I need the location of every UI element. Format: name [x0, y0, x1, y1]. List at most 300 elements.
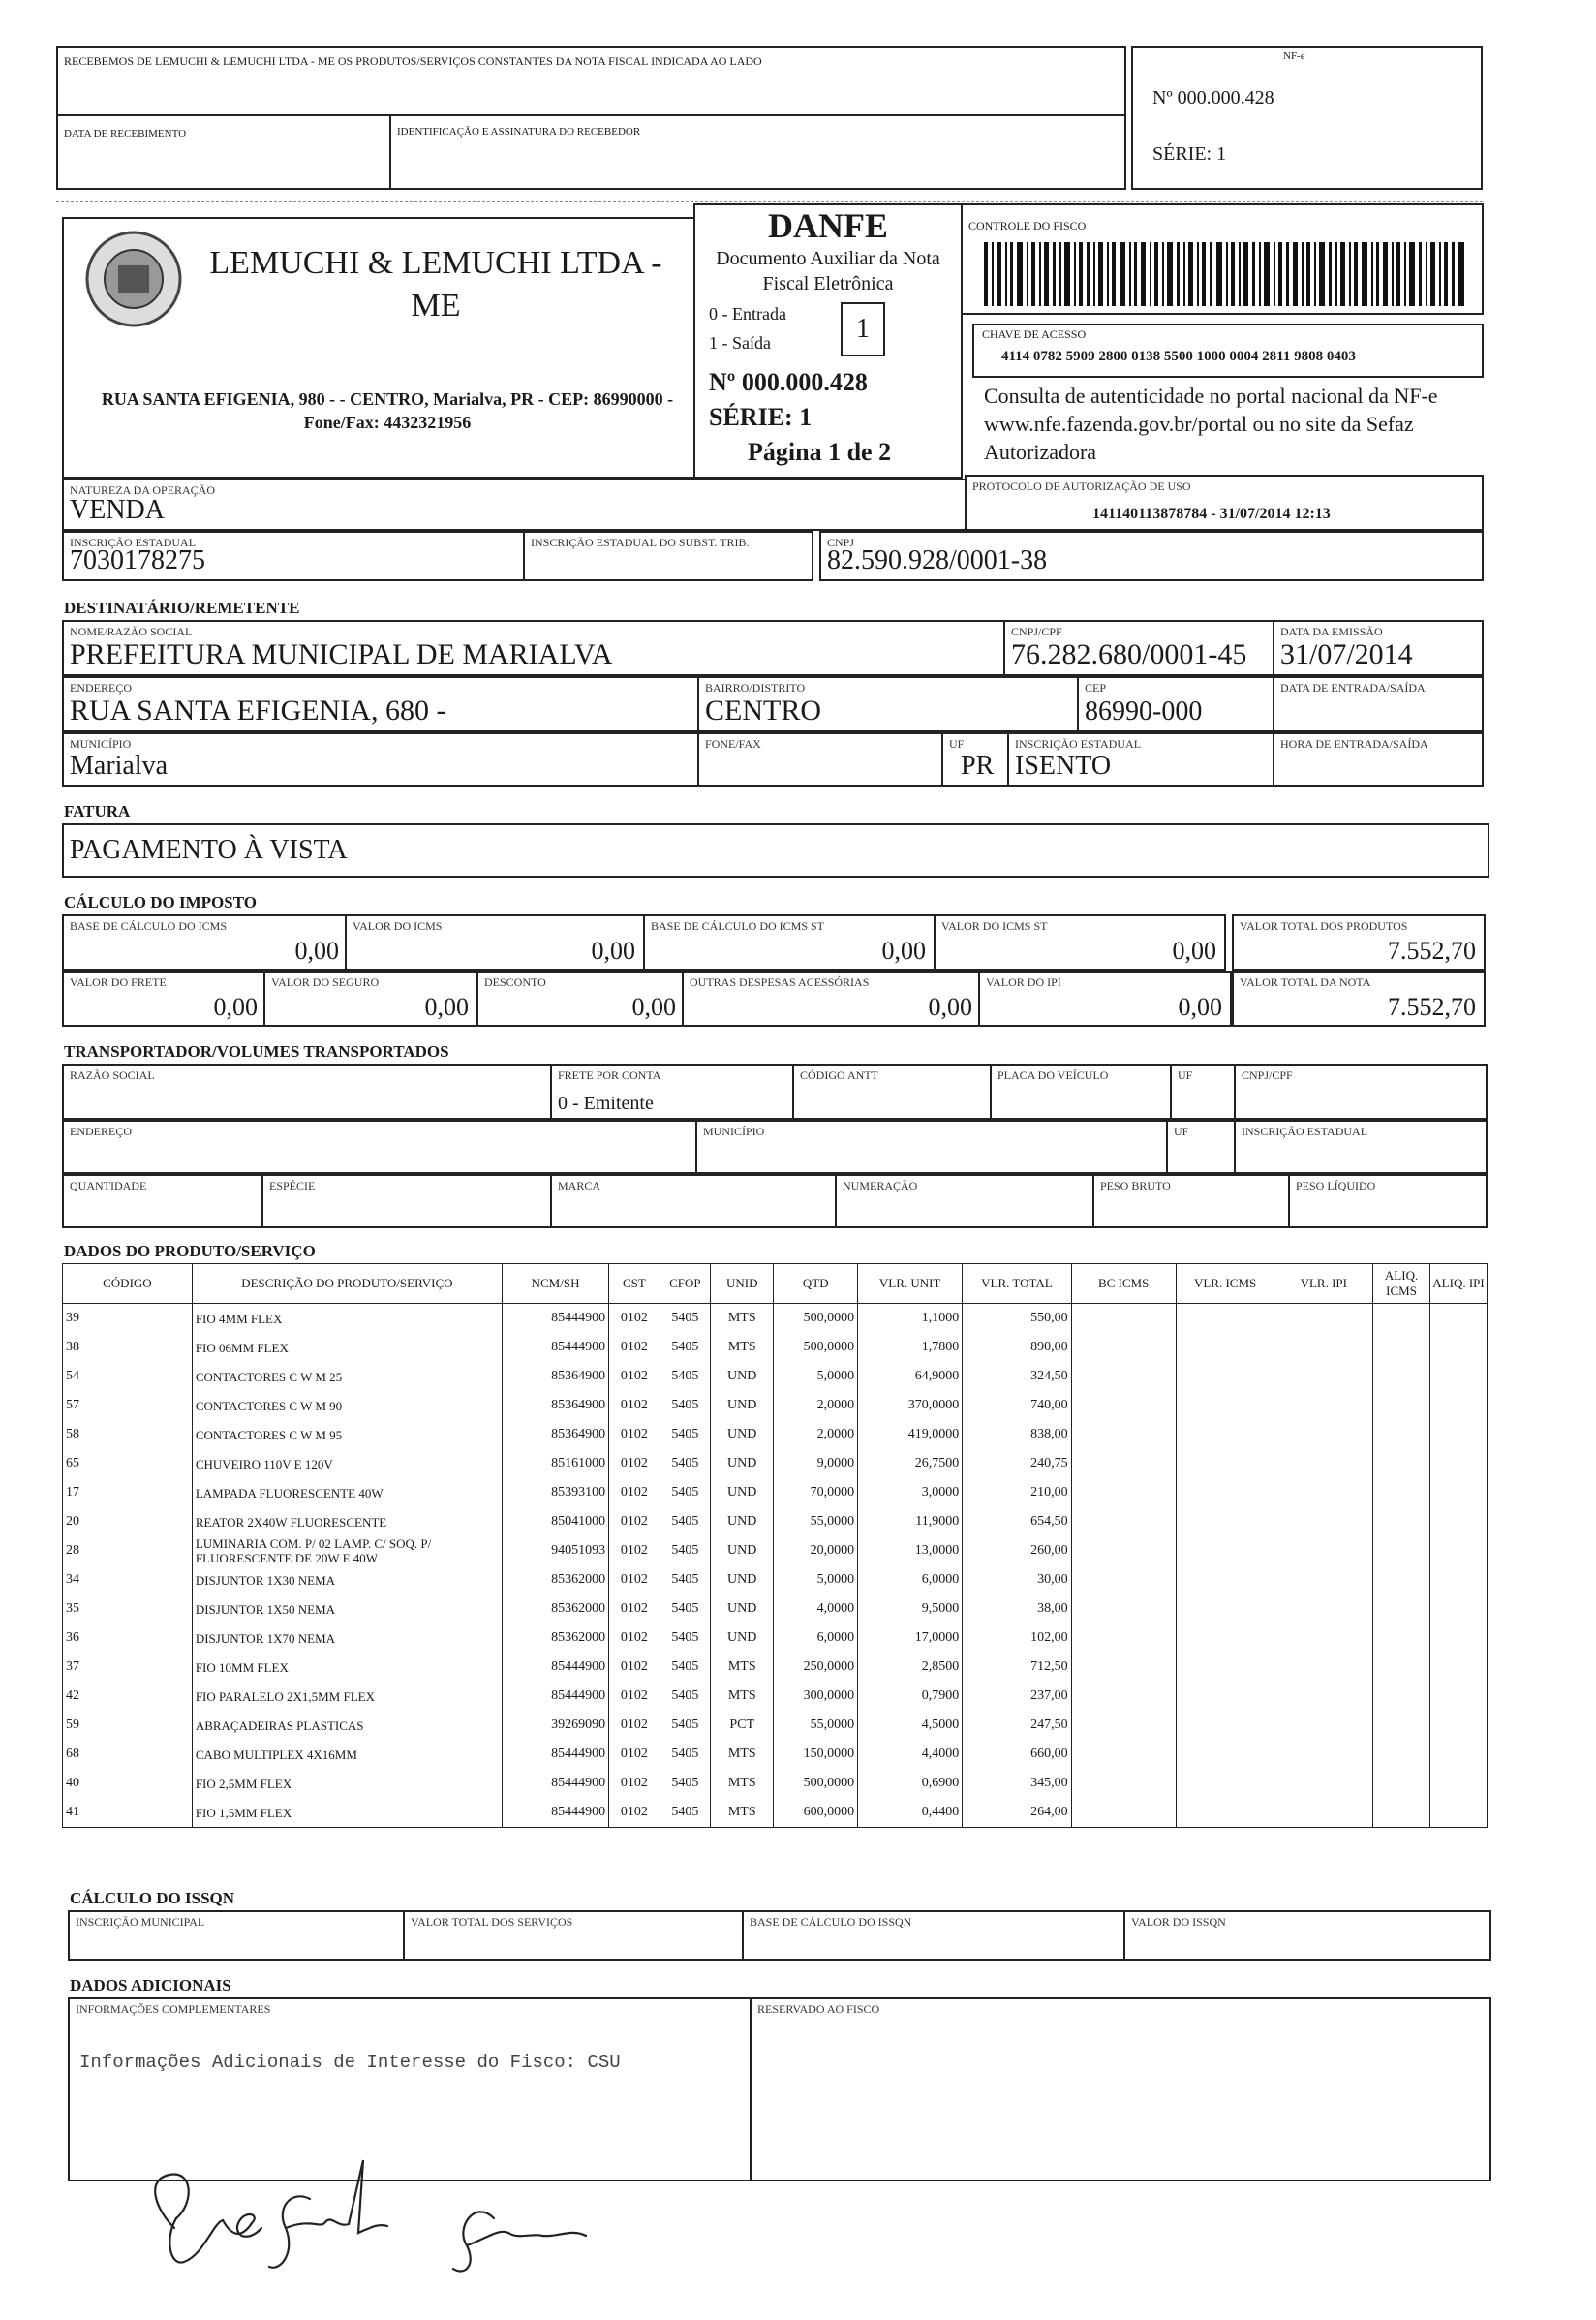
receipt-series: SÉRIE: 1 — [1152, 143, 1227, 165]
table-cell: 13,0000 — [858, 1536, 963, 1565]
table-cell: 5405 — [660, 1653, 710, 1682]
table-cell: 9,0000 — [774, 1449, 858, 1478]
danfe-series: SÉRIE: 1 — [709, 403, 813, 431]
protocol-value: 141140113878784 - 31/07/2014 12:13 — [1092, 506, 1331, 522]
table-cell: UND — [711, 1594, 774, 1624]
table-cell: 250,0000 — [774, 1653, 858, 1682]
table-cell: 890,00 — [963, 1333, 1071, 1362]
recipient-ie: ISENTO — [1015, 751, 1112, 781]
carrier-ie-label: INSCRIÇÃO ESTADUAL — [1242, 1125, 1368, 1138]
issuer-address: RUA SANTA EFIGENIA, 980 - - CENTRO, Marialva, PR - CEP: 86990000 - Fone/Fax: 4432321956 — [101, 389, 674, 432]
invoice-section-title: FATURA — [64, 802, 131, 820]
table-cell — [1176, 1420, 1274, 1449]
table-cell — [1176, 1769, 1274, 1798]
access-key-label: CHAVE DE ACESSO — [982, 327, 1087, 341]
phone-label: FONE/FAX — [705, 737, 761, 751]
table-row — [63, 1449, 1488, 1478]
table-cell: MTS — [711, 1333, 774, 1362]
table-cell — [1176, 1653, 1274, 1682]
products-header-cell: VLR. UNIT — [858, 1264, 963, 1304]
table-cell: 5405 — [660, 1420, 710, 1449]
table-cell — [1373, 1420, 1430, 1449]
table-cell: 85364900 — [502, 1362, 608, 1391]
table-cell — [1430, 1624, 1488, 1653]
carrier-uf-label: UF — [1178, 1068, 1193, 1082]
protocol-label: PROTOCOLO DE AUTORIZAÇÃO DE USO — [972, 479, 1191, 493]
products-header-cell: VLR. ICMS — [1176, 1264, 1274, 1304]
issqn-base-label: BASE DE CÁLCULO DO ISSQN — [750, 1915, 912, 1929]
antt-box — [792, 1064, 992, 1120]
freight-label: VALOR DO FRETE — [70, 975, 167, 989]
table-cell: MTS — [711, 1682, 774, 1711]
table-cell: 5405 — [660, 1536, 710, 1565]
ipi-label: VALOR DO IPI — [986, 975, 1061, 989]
recipient-name-box — [62, 620, 1005, 676]
table-cell: 0102 — [609, 1333, 660, 1362]
base-icms: 0,00 — [294, 937, 339, 965]
table-cell — [1373, 1304, 1430, 1334]
table-cell: DISJUNTOR 1X30 NEMA — [192, 1565, 502, 1594]
table-cell: 5405 — [660, 1362, 710, 1391]
table-cell: 38,00 — [963, 1594, 1071, 1624]
recipient-address-box — [62, 676, 701, 732]
total-products: 7.552,70 — [1388, 937, 1476, 965]
table-cell: 85444900 — [502, 1798, 608, 1828]
table-cell: 85444900 — [502, 1653, 608, 1682]
table-cell: 240,75 — [963, 1449, 1071, 1478]
table-cell: MTS — [711, 1769, 774, 1798]
emission-box — [1273, 620, 1484, 676]
other-box — [682, 971, 982, 1027]
cep-label: CEP — [1085, 681, 1107, 695]
cnpj-label: CNPJ — [827, 536, 855, 549]
table-cell: 11,9000 — [858, 1507, 963, 1536]
table-cell: DISJUNTOR 1X70 NEMA — [192, 1624, 502, 1653]
table-cell: 5405 — [660, 1624, 710, 1653]
table-cell: 0102 — [609, 1565, 660, 1594]
table-cell — [1373, 1565, 1430, 1594]
additional-info: Informações Adicionais de Interesse do Fisco: CSU — [79, 2052, 621, 2073]
table-cell: 0102 — [609, 1362, 660, 1391]
table-cell: 712,50 — [963, 1653, 1071, 1682]
table-cell: CABO MULTIPLEX 4X16MM — [192, 1740, 502, 1769]
table-cell — [1176, 1333, 1274, 1362]
table-cell: 0102 — [609, 1536, 660, 1565]
cnpj-box — [819, 531, 1484, 581]
table-cell — [1373, 1536, 1430, 1565]
table-cell: 0102 — [609, 1653, 660, 1682]
table-cell: 85444900 — [502, 1304, 608, 1334]
table-cell — [1274, 1507, 1373, 1536]
gross-weight-box — [1092, 1174, 1292, 1228]
carrier-uf-box — [1170, 1064, 1238, 1120]
table-cell: 5405 — [660, 1449, 710, 1478]
table-cell: 85444900 — [502, 1740, 608, 1769]
table-cell: 85364900 — [502, 1391, 608, 1420]
issqn-section-title: CÁLCULO DO ISSQN — [70, 1889, 235, 1907]
table-cell: 1,1000 — [858, 1304, 963, 1334]
table-cell — [1071, 1478, 1176, 1507]
base-st: 0,00 — [881, 937, 926, 965]
table-cell — [1430, 1594, 1488, 1624]
table-cell: 102,00 — [963, 1624, 1071, 1653]
table-cell: 85362000 — [502, 1565, 608, 1594]
table-cell — [1430, 1420, 1488, 1449]
table-cell: 0102 — [609, 1711, 660, 1740]
table-cell: 260,00 — [963, 1536, 1071, 1565]
table-cell: 0102 — [609, 1304, 660, 1334]
table-cell: 85444900 — [502, 1333, 608, 1362]
recipient-ie-box — [1007, 732, 1274, 787]
table-cell: MTS — [711, 1653, 774, 1682]
table-cell: 150,0000 — [774, 1740, 858, 1769]
table-cell — [1274, 1536, 1373, 1565]
table-cell: 26,7500 — [858, 1449, 963, 1478]
access-key-value: 4114 0782 5909 2800 0138 5500 1000 0004 2811 9808 0403 — [1001, 349, 1356, 364]
table-cell: 57 — [63, 1391, 193, 1420]
table-row — [63, 1420, 1488, 1449]
table-cell — [1373, 1682, 1430, 1711]
table-cell — [1373, 1391, 1430, 1420]
table-cell: 1,7800 — [858, 1333, 963, 1362]
qty-box — [62, 1174, 265, 1228]
table-cell: 740,00 — [963, 1391, 1071, 1420]
table-cell — [1274, 1624, 1373, 1653]
table-cell — [1373, 1711, 1430, 1740]
carrier-ie-box — [1234, 1120, 1488, 1174]
entry-date-box — [1273, 676, 1484, 732]
table-cell: 324,50 — [963, 1362, 1071, 1391]
table-cell: 17 — [63, 1478, 193, 1507]
table-cell: 5405 — [660, 1478, 710, 1507]
table-cell: 6,0000 — [858, 1565, 963, 1594]
table-cell: 37 — [63, 1653, 193, 1682]
receipt-text: RECEBEMOS DE LEMUCHI & LEMUCHI LTDA - ME OS PRODUTOS/SERVIÇOS CONSTANTES DA NOTA FISCAL INDICADA AO LADO — [64, 54, 762, 68]
table-cell: 210,00 — [963, 1478, 1071, 1507]
table-cell: 247,50 — [963, 1711, 1071, 1740]
issqn-value-box — [1123, 1910, 1491, 1961]
table-cell: 0102 — [609, 1478, 660, 1507]
discount-box — [476, 971, 686, 1027]
table-cell — [1176, 1449, 1274, 1478]
table-cell — [1176, 1478, 1274, 1507]
base-icms-box — [62, 914, 349, 971]
table-cell: 4,0000 — [774, 1594, 858, 1624]
state-reg-subst-label: INSCRIÇÃO ESTADUAL DO SUBST. TRIB. — [531, 536, 750, 549]
products-header-cell: VLR. IPI — [1274, 1264, 1373, 1304]
table-cell: LAMPADA FLUORESCENTE 40W — [192, 1478, 502, 1507]
city-label: MUNICÍPIO — [70, 737, 132, 751]
table-cell: 500,0000 — [774, 1304, 858, 1334]
danfe-number: Nº 000.000.428 — [709, 368, 868, 396]
receipt-nfe-label: NF-e — [1283, 50, 1305, 62]
table-cell: UND — [711, 1391, 774, 1420]
table-cell — [1071, 1333, 1176, 1362]
table-cell — [1274, 1362, 1373, 1391]
additional-info-label: INFORMAÇÕES COMPLEMENTARES — [76, 2002, 271, 2016]
total-products-box — [1232, 914, 1486, 971]
table-cell — [1176, 1391, 1274, 1420]
danfe-entry: 0 - Entrada — [709, 304, 786, 324]
issuer-name: LEMUCHI & LEMUCHI LTDA - ME — [209, 245, 662, 324]
nature-value: VENDA — [70, 495, 165, 525]
products-header-cell: UNID — [711, 1264, 774, 1304]
time-label: HORA DE ENTRADA/SAÍDA — [1280, 737, 1428, 751]
receipt-nfe-box — [1131, 46, 1483, 190]
table-cell — [1274, 1333, 1373, 1362]
table-cell: 370,0000 — [858, 1391, 963, 1420]
receipt-id-label: IDENTIFICAÇÃO E ASSINATURA DO RECEBEDOR — [397, 126, 641, 138]
state-reg-label: INSCRIÇÃO ESTADUAL — [70, 536, 197, 549]
insurance-box — [263, 971, 478, 1027]
table-cell: 85362000 — [502, 1624, 608, 1653]
table-cell: 41 — [63, 1798, 193, 1828]
additional-section-title: DADOS ADICIONAIS — [70, 1976, 231, 1995]
table-cell — [1373, 1624, 1430, 1653]
table-cell — [1176, 1798, 1274, 1828]
table-cell: 5405 — [660, 1333, 710, 1362]
table-cell: 5405 — [660, 1769, 710, 1798]
icms-st-box — [934, 914, 1226, 971]
gross-weight-label: PESO BRUTO — [1100, 1179, 1171, 1192]
city-box — [62, 732, 701, 787]
icms-st: 0,00 — [1172, 937, 1216, 965]
receipt-number: Nº 000.000.428 — [1152, 87, 1274, 108]
table-cell: 94051093 — [502, 1536, 608, 1565]
table-cell — [1071, 1420, 1176, 1449]
table-cell: 5405 — [660, 1594, 710, 1624]
ipi-box — [978, 971, 1232, 1027]
table-cell: 85393100 — [502, 1478, 608, 1507]
table-cell — [1071, 1798, 1176, 1828]
table-cell: 4,5000 — [858, 1711, 963, 1740]
table-cell: 5405 — [660, 1682, 710, 1711]
issqn-value-label: VALOR DO ISSQN — [1131, 1915, 1226, 1929]
table-cell: 64,9000 — [858, 1362, 963, 1391]
table-cell: 419,0000 — [858, 1420, 963, 1449]
table-row — [63, 1391, 1488, 1420]
handwritten-signature — [116, 2131, 659, 2276]
table-row — [63, 1594, 1488, 1624]
table-cell: FIO PARALELO 2X1,5MM FLEX — [192, 1682, 502, 1711]
icms-label: VALOR DO ICMS — [353, 919, 443, 933]
table-cell — [1430, 1536, 1488, 1565]
carrier-city-box — [695, 1120, 1170, 1174]
table-cell: 85362000 — [502, 1594, 608, 1624]
table-cell: 68 — [63, 1740, 193, 1769]
table-cell: 5405 — [660, 1798, 710, 1828]
table-cell — [1176, 1711, 1274, 1740]
freight-by-label: FRETE POR CONTA — [558, 1068, 661, 1082]
icms: 0,00 — [591, 937, 635, 965]
danfe-subtitle: Documento Auxiliar da Nota Fiscal Eletrônica — [716, 248, 940, 294]
table-cell: 0,6900 — [858, 1769, 963, 1798]
protocol-box — [965, 475, 1484, 531]
issqn-ie-box — [68, 1910, 407, 1961]
table-cell: 500,0000 — [774, 1769, 858, 1798]
issqn-total-label: VALOR TOTAL DOS SERVIÇOS — [411, 1915, 573, 1929]
carrier-uf2-box — [1166, 1120, 1238, 1174]
table-cell — [1274, 1740, 1373, 1769]
table-cell: 0102 — [609, 1449, 660, 1478]
table-cell — [1430, 1478, 1488, 1507]
table-cell — [1071, 1449, 1176, 1478]
table-cell: 39269090 — [502, 1711, 608, 1740]
table-cell — [1430, 1304, 1488, 1334]
table-cell: 42 — [63, 1682, 193, 1711]
table-cell: 55,0000 — [774, 1507, 858, 1536]
time-box — [1273, 732, 1484, 787]
table-cell: CHUVEIRO 110V E 120V — [192, 1449, 502, 1478]
table-cell: 0102 — [609, 1594, 660, 1624]
table-cell: MTS — [711, 1304, 774, 1334]
table-cell: 85444900 — [502, 1769, 608, 1798]
table-cell: 0102 — [609, 1798, 660, 1828]
table-cell: 0102 — [609, 1624, 660, 1653]
fisco-control-label: CONTROLE DO FISCO — [968, 219, 1087, 232]
table-cell: FIO 10MM FLEX — [192, 1653, 502, 1682]
entry-date-label: DATA DE ENTRADA/SAÍDA — [1280, 681, 1426, 695]
table-cell: 0102 — [609, 1769, 660, 1798]
table-cell: 85041000 — [502, 1507, 608, 1536]
base-icms-label: BASE DE CÁLCULO DO ICMS — [70, 919, 228, 933]
table-cell: UND — [711, 1362, 774, 1391]
district-label: BAIRRO/DISTRITO — [705, 681, 806, 695]
consult-text: Consulta de autenticidade no portal nacional da NF-e www.nfe.fazenda.gov.br/portal ou no site da Sefaz Autorizadora — [984, 384, 1438, 464]
issuer-logo — [83, 229, 184, 329]
table-cell: 0,7900 — [858, 1682, 963, 1711]
base-st-label: BASE DE CÁLCULO DO ICMS ST — [651, 919, 825, 933]
table-cell: 58 — [63, 1420, 193, 1449]
table-cell: FIO 4MM FLEX — [192, 1304, 502, 1334]
table-cell: 28 — [63, 1536, 193, 1565]
table-cell — [1430, 1682, 1488, 1711]
recipient-name-label: NOME/RAZÃO SOCIAL — [70, 625, 193, 638]
table-cell: 54 — [63, 1362, 193, 1391]
table-cell — [1274, 1304, 1373, 1334]
table-row — [63, 1333, 1488, 1362]
table-row — [63, 1304, 1488, 1334]
table-cell: UND — [711, 1536, 774, 1565]
products-header-cell: NCM/SH — [502, 1264, 608, 1304]
table-cell: 654,50 — [963, 1507, 1071, 1536]
carrier-uf2-label: UF — [1174, 1125, 1189, 1138]
table-cell — [1373, 1740, 1430, 1769]
table-cell — [1274, 1769, 1373, 1798]
table-cell: 600,0000 — [774, 1798, 858, 1828]
table-cell — [1176, 1624, 1274, 1653]
district: CENTRO — [705, 695, 821, 727]
table-cell: 70,0000 — [774, 1478, 858, 1507]
table-cell: ABRAÇADEIRAS PLASTICAS — [192, 1711, 502, 1740]
carrier-name-box — [62, 1064, 554, 1120]
table-cell: 345,00 — [963, 1769, 1071, 1798]
table-row — [63, 1653, 1488, 1682]
base-st-box — [643, 914, 936, 971]
nature-label: NATUREZA DA OPERAÇÃO — [70, 483, 216, 497]
issqn-ie-label: INSCRIÇÃO MUNICIPAL — [76, 1915, 205, 1929]
table-cell: 6,0000 — [774, 1624, 858, 1653]
invoice-value: PAGAMENTO À VISTA — [70, 835, 348, 865]
table-cell: CONTACTORES C W M 95 — [192, 1420, 502, 1449]
table-cell: MTS — [711, 1740, 774, 1769]
table-cell: 85161000 — [502, 1449, 608, 1478]
freight-box — [62, 971, 267, 1027]
district-box — [697, 676, 1081, 732]
table-cell — [1071, 1682, 1176, 1711]
table-cell — [1430, 1798, 1488, 1828]
table-cell: 264,00 — [963, 1798, 1071, 1828]
table-cell: 0,4400 — [858, 1798, 963, 1828]
emission-date: 31/07/2014 — [1280, 638, 1413, 670]
numbering-label: NUMERAÇÃO — [843, 1179, 918, 1192]
receipt-vdivider — [389, 114, 391, 190]
table-cell: REATOR 2X40W FLUORESCENTE — [192, 1507, 502, 1536]
table-cell: 35 — [63, 1594, 193, 1624]
uf-box — [941, 732, 1009, 787]
plate-box — [990, 1064, 1172, 1120]
table-cell — [1373, 1798, 1430, 1828]
danfe-page: Página 1 de 2 — [748, 438, 892, 466]
table-row — [63, 1478, 1488, 1507]
table-cell: UND — [711, 1624, 774, 1653]
table-cell: 5405 — [660, 1711, 710, 1740]
table-row — [63, 1565, 1488, 1594]
table-cell — [1071, 1711, 1176, 1740]
products-header-cell: ALIQ. ICMS — [1373, 1264, 1430, 1304]
table-cell — [1430, 1507, 1488, 1536]
table-cell — [1071, 1391, 1176, 1420]
table-cell — [1430, 1362, 1488, 1391]
products-section-title: DADOS DO PRODUTO/SERVIÇO — [64, 1242, 316, 1260]
products-header-cell: ALIQ. IPI — [1430, 1264, 1488, 1304]
total-label: VALOR TOTAL DA NOTA — [1240, 975, 1371, 989]
total-products-label: VALOR TOTAL DOS PRODUTOS — [1240, 919, 1408, 933]
products-table — [62, 1263, 1488, 1828]
table-cell: 237,00 — [963, 1682, 1071, 1711]
table-cell: DISJUNTOR 1X50 NEMA — [192, 1594, 502, 1624]
table-cell: 500,0000 — [774, 1333, 858, 1362]
table-cell — [1071, 1624, 1176, 1653]
freight: 0,00 — [213, 993, 258, 1021]
table-cell — [1274, 1653, 1373, 1682]
table-cell: 5,0000 — [774, 1565, 858, 1594]
table-row — [63, 1507, 1488, 1536]
receipt-date-label: DATA DE RECEBIMENTO — [64, 128, 187, 139]
table-cell — [1176, 1507, 1274, 1536]
phone-box — [697, 732, 943, 787]
table-cell: 0102 — [609, 1507, 660, 1536]
products-header-cell: DESCRIÇÃO DO PRODUTO/SERVIÇO — [192, 1264, 502, 1304]
carrier-address-box — [62, 1120, 699, 1174]
danfe-title: DANFE — [768, 206, 888, 245]
table-cell: 40 — [63, 1769, 193, 1798]
table-cell — [1071, 1653, 1176, 1682]
state-reg-value: 7030178275 — [70, 545, 205, 575]
table-cell — [1373, 1333, 1430, 1362]
icms-box — [345, 914, 645, 971]
table-cell — [1373, 1594, 1430, 1624]
cut-line — [56, 201, 1483, 202]
table-cell — [1274, 1711, 1373, 1740]
table-cell — [1274, 1565, 1373, 1594]
table-cell — [1373, 1507, 1430, 1536]
table-cell — [1071, 1536, 1176, 1565]
table-cell — [1430, 1653, 1488, 1682]
table-cell: UND — [711, 1565, 774, 1594]
tax-section-title: CÁLCULO DO IMPOSTO — [64, 893, 257, 912]
table-cell: 9,5000 — [858, 1594, 963, 1624]
